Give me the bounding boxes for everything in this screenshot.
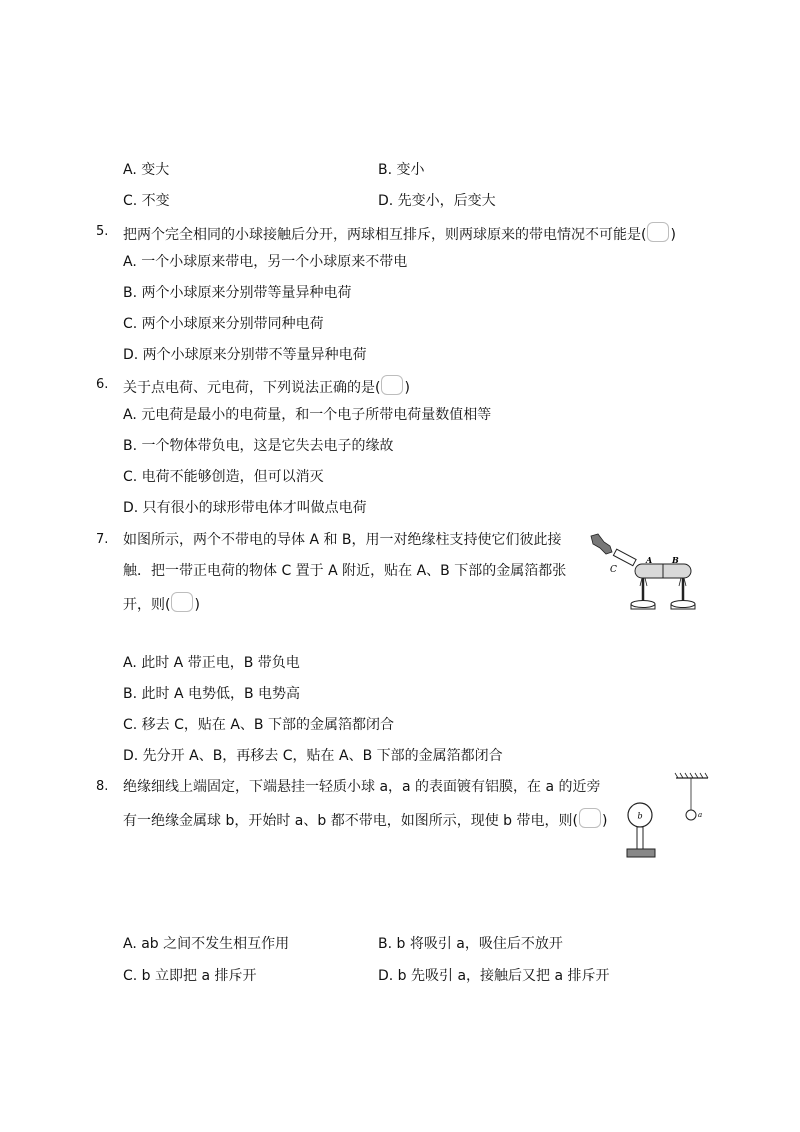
- q8-option-c: C. b 立即把 a 排斥开: [123, 968, 257, 984]
- q6-number: 6.: [96, 377, 109, 392]
- answer-blank[interactable]: [647, 222, 669, 242]
- charged-rod-c: [591, 534, 636, 575]
- q4-option-a: A. 变大: [123, 162, 170, 178]
- label-a: a: [698, 811, 703, 819]
- answer-blank[interactable]: [381, 375, 403, 395]
- q7-stem-line2: 触．把一带正电荷的物体 C 置于 A 附近，贴在 A、B 下部的金属箔都张: [123, 563, 567, 579]
- ceiling-support: [675, 773, 708, 778]
- q8-option-a: A. ab 之间不发生相互作用: [123, 936, 290, 952]
- q7-stem-line3: 开，则( ): [123, 592, 200, 615]
- label-b: b: [637, 811, 643, 821]
- metal-ball-b: [627, 803, 655, 857]
- q6-stem: 关于点电荷、元电荷，下列说法正确的是( ): [123, 375, 410, 398]
- q5-option-c: C. 两个小球原来分别带同种电荷: [123, 316, 324, 332]
- q6-option-b: B. 一个物体带负电，这是它失去电子的缘故: [123, 438, 394, 454]
- q5-option-a: A. 一个小球原来带电，另一个小球原来不带电: [123, 254, 408, 270]
- q8-stem-line1: 绝缘细线上端固定，下端悬挂一轻质小球 a，a 的表面镀有铝膜，在 a 的近旁: [123, 779, 601, 795]
- q7-stem-line1: 如图所示，两个不带电的导体 A 和 B，用一对绝缘柱支持使它们彼此接: [123, 532, 562, 548]
- q5-number: 5.: [96, 224, 109, 239]
- pendulum-ball-a: [686, 778, 702, 820]
- q7-option-c: C. 移去 C，贴在 A、B 下部的金属箔都闭合: [123, 717, 394, 733]
- answer-blank[interactable]: [171, 592, 193, 612]
- q7-conductors-figure: [588, 530, 706, 618]
- answer-blank[interactable]: [579, 808, 601, 828]
- q6-option-c: C. 电荷不能够创造，但可以消灭: [123, 469, 324, 485]
- q7-option-b: B. 此时 A 电势低，B 电势高: [123, 686, 301, 702]
- q7-option-a: A. 此时 A 带正电，B 带负电: [123, 655, 300, 671]
- q8-option-b: B. b 将吸引 a，吸住后不放开: [378, 936, 563, 952]
- q8-number: 8.: [96, 779, 109, 794]
- q8-stem-line2: 有一绝缘金属球 b，开始时 a、b 都不带电，如图所示，现使 b 带电，则( ): [123, 808, 607, 831]
- q5-stem: 把两个完全相同的小球接触后分开，两球相互排斥，则两球原来的带电情况不可能是( ): [123, 222, 676, 245]
- q4-option-c: C. 不变: [123, 193, 170, 209]
- q5-option-b: B. 两个小球原来分别带等量异种电荷: [123, 285, 352, 301]
- q7-number: 7.: [96, 532, 109, 547]
- q6-option-a: A. 元电荷是最小的电荷量，和一个电子所带电荷量数值相等: [123, 407, 492, 423]
- label-c: C: [610, 565, 617, 575]
- q7-option-d: D. 先分开 A、B，再移去 C，贴在 A、B 下部的金属箔都闭合: [123, 748, 503, 764]
- q4-option-d: D. 先变小，后变大: [378, 193, 496, 209]
- label-b: B: [672, 555, 679, 565]
- q6-option-d: D. 只有很小的球形带电体才叫做点电荷: [123, 500, 367, 516]
- q8-pendulum-figure: [618, 772, 710, 864]
- label-a: A: [646, 555, 653, 565]
- q5-option-d: D. 两个小球原来分别带不等量异种电荷: [123, 347, 367, 363]
- q4-option-b: B. 变小: [378, 162, 425, 178]
- q8-option-d: D. b 先吸引 a，接触后又把 a 排斥开: [378, 968, 610, 984]
